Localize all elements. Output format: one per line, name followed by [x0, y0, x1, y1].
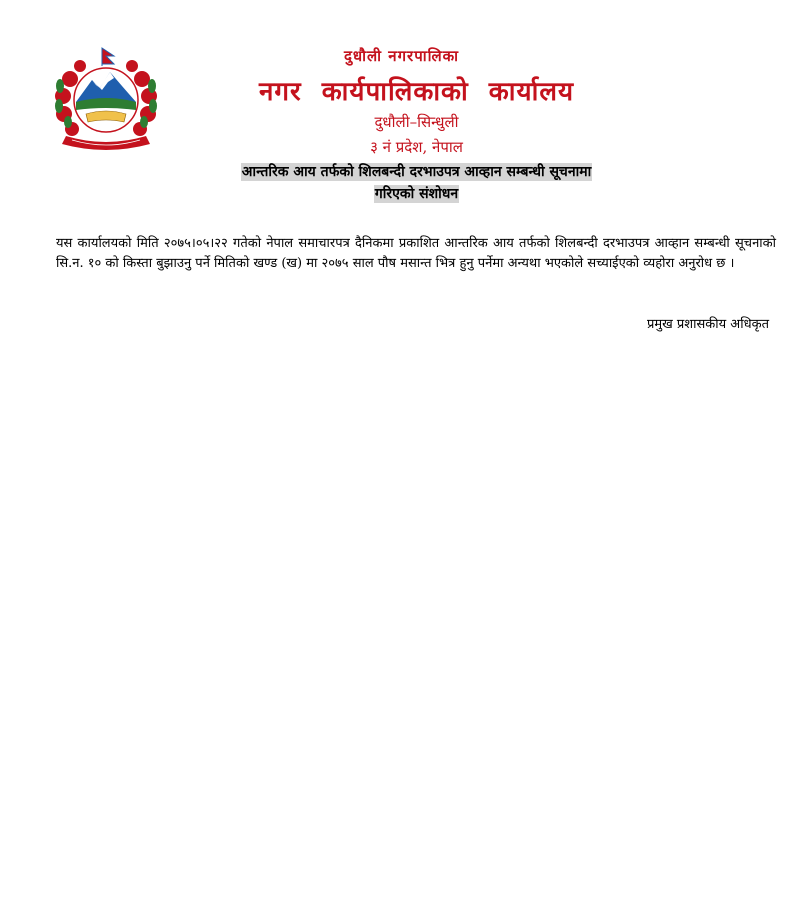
notice-subject-line2 [15, 184, 803, 203]
subject-line1-text: आन्तरिक आय तर्फको शिलबन्दी दरभाउपत्र आव्हान सम्बन्धी सूचनामा [241, 164, 592, 180]
office-title: नगर कार्यपालिकाको कार्यालय [258, 77, 575, 107]
signature-title: प्रमुख प्रशासकीय अधिकृत [646, 317, 769, 332]
notice-body: यस कार्यालयको मिति २०७५।०५।२२ गतेको नेपाल समाचारपत्र दैनिकमा प्रकाशित आन्तरिक आय तर्फको शिलबन्दी दरभाउपत्र आव्हान सम्बन्धी सूचनाको सि.न. १० को किस्ता बुझाउनु पर्ने मितिको खण्ड (ख) मा २०७५ साल पौष मसान्त भित्र हुनु पर्नेमा अन्यथा भएकोले सच्याईएको व्यहोरा अनुरोध छ । [56, 236, 776, 271]
notice-subject-line1 [15, 162, 803, 181]
district-name: दुधौली–सिन्धुली [374, 113, 459, 131]
subject-line2-text: गरिएको संशोधन [374, 186, 459, 202]
province-name: ३ नं प्रदेश, नेपाल [370, 138, 463, 156]
municipality-name: दुधौली नगरपालिका [343, 47, 460, 65]
